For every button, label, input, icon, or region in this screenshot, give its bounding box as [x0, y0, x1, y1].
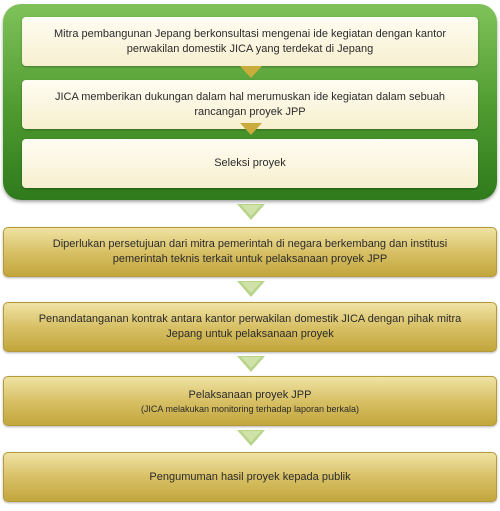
arrow-down-icon: [237, 204, 265, 220]
step-selection: [22, 139, 478, 188]
step-contract: [3, 302, 497, 352]
step-announcement: [3, 452, 497, 502]
step-approval-text: Diperlukan persetujuan dari mitra pemerintah di negara berkembang dan institusi pemerintah teknis terkait untuk pelaksanaan proyek JPP: [52, 238, 448, 265]
step-consultation: [22, 17, 478, 66]
step-implementation-text: Pelaksanaan proyek JPP: [188, 388, 312, 401]
step-implementation: [3, 376, 497, 426]
step-approval: [3, 227, 497, 277]
step-consultation-text: Mitra pembangunan Jepang berkonsultasi mengenai ide kegiatan dengan kantor perwakilan domestik JICA yang terdekat di Jepang: [54, 27, 446, 55]
step-selection-text: Seleksi proyek: [214, 157, 286, 169]
arrow-down-icon: [237, 281, 265, 297]
arrow-down-icon: [240, 123, 262, 135]
arrow-down-icon: [237, 356, 265, 372]
step-announcement-text: Pengumuman hasil proyek kepada publik: [149, 470, 351, 483]
step-implementation-note: (JICA melakukan monitoring terhadap laporan berkala): [140, 403, 360, 414]
arrow-down-icon: [237, 430, 265, 446]
step-formulation-text: JICA memberikan dukungan dalam hal merumuskan ide kegiatan dalam sebuah rancangan proyek JPP: [54, 90, 446, 118]
arrow-down-icon: [240, 66, 262, 78]
step-formulation: [22, 80, 478, 129]
step-contract-text: Penandatanganan kontrak antara kantor perwakilan domestik JICA dengan pihak mitra Jepang untuk pelaksanaan proyek: [38, 313, 462, 340]
